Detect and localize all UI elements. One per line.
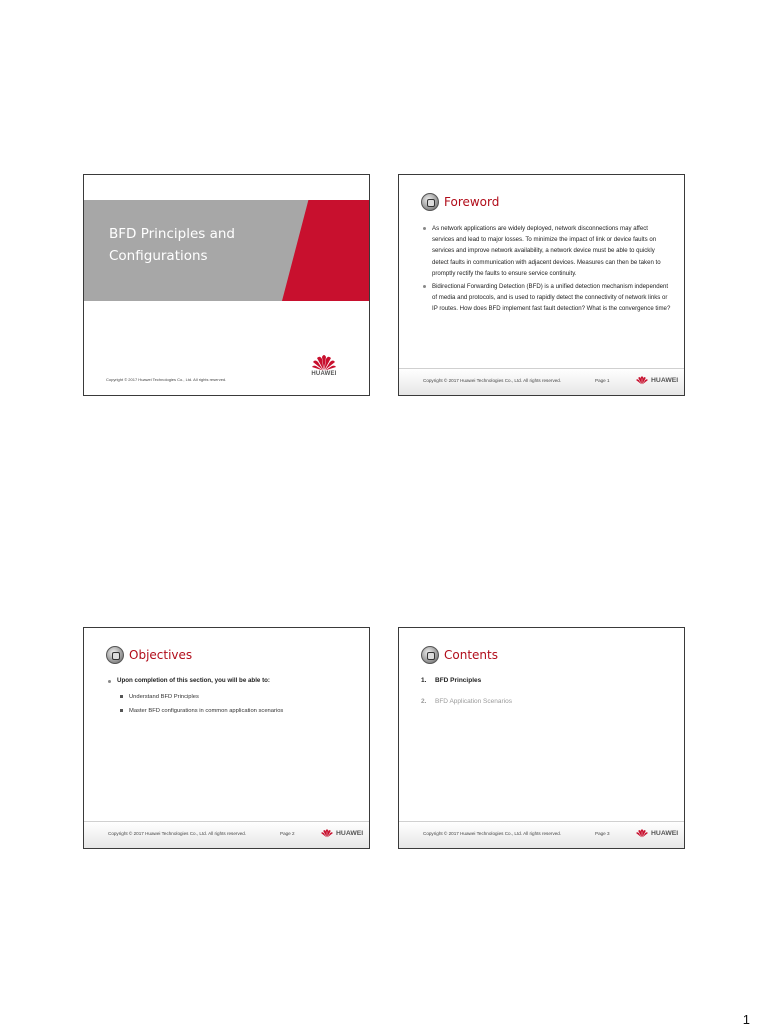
toc-text: BFD Application Scenarios <box>435 698 512 705</box>
sub-bullet-text: Understand BFD Principles <box>129 694 199 700</box>
bullet-text: Bidirectional Forwarding Detection (BFD) is a unified detection mechanism independent of media and protocols, and is used to rapidly detect the connectivity of network links or IP routes. How does BFD implement fast fault detection? What is the convergence time? <box>432 283 671 313</box>
toc-number: 2. <box>421 698 427 705</box>
copyright-text: Copyright © 2017 Huawei Technologies Co., Ltd. All rights reserved. <box>423 831 562 836</box>
huawei-flower-icon <box>635 828 649 838</box>
sub-bullet-text: Master BFD configurations in common application scenarios <box>129 708 284 714</box>
sub-bullet-item <box>120 692 356 702</box>
huawei-flower-icon <box>311 353 337 371</box>
page-number: Page 2 <box>280 831 295 836</box>
copyright-text: Copyright © 2017 Huawei Technologies Co., Ltd. All rights reserved. <box>423 378 562 383</box>
contents-icon <box>421 646 439 664</box>
bullet-text: As network applications are widely deployed, network disconnections may affect services and lead to major losses. To minimize the impact of link or device faults on services and improve network availability, a network device must be able to quickly detect faults in communication with adjacent devices. Measures can then be taken to promptly rectify the faults to ensure service continuity. <box>432 225 661 277</box>
huawei-flower-icon <box>635 375 649 385</box>
slide-footer <box>399 821 684 848</box>
logo-wordmark: HUAWEI <box>651 376 679 384</box>
slide-body <box>106 676 356 720</box>
slide-title: Objectives <box>129 648 193 662</box>
slide-title: Contents <box>444 648 498 662</box>
copyright-text: Copyright © 2017 Huawei Technologies Co., Ltd. All rights reserved. <box>106 377 227 382</box>
bullet-icon <box>108 680 111 683</box>
slide-header <box>106 644 192 666</box>
slide-body <box>421 676 671 718</box>
logo-wordmark: HUAWEI <box>651 829 679 837</box>
logo-wordmark: HUAWEI <box>336 829 364 837</box>
toc-number: 1. <box>421 677 427 684</box>
bullet-item <box>421 281 671 315</box>
document-icon <box>421 193 439 211</box>
square-bullet-icon <box>120 709 123 712</box>
huawei-logo <box>635 375 678 385</box>
huawei-logo <box>306 353 342 377</box>
toc-text: BFD Principles <box>435 677 482 684</box>
slide-objectives <box>83 627 370 849</box>
website-url: www.huawei.com <box>313 309 344 314</box>
slide-contents <box>398 627 685 849</box>
huawei-flower-icon <box>320 828 334 838</box>
presentation-title: BFD Principles and Configurations <box>109 226 235 264</box>
huawei-logo <box>635 828 678 838</box>
target-icon <box>106 646 124 664</box>
bullet-icon <box>423 227 426 230</box>
slide-title: Foreword <box>444 195 500 209</box>
page-number: Page 1 <box>595 378 610 383</box>
sub-bullet-item <box>120 706 356 716</box>
slide-foreword <box>398 174 685 396</box>
toc-item <box>421 676 671 686</box>
slide-header <box>421 644 498 666</box>
huawei-logo <box>320 828 363 838</box>
logo-wordmark: HUAWEI <box>311 371 337 377</box>
bullet-item <box>421 223 671 279</box>
bullet-icon <box>423 285 426 288</box>
slide-body <box>421 223 671 317</box>
bullet-item <box>106 676 356 686</box>
square-bullet-icon <box>120 695 123 698</box>
copyright-text: Copyright © 2017 Huawei Technologies Co., Ltd. All rights reserved. <box>108 831 247 836</box>
title-slide <box>83 174 370 396</box>
page-number: Page 3 <box>595 831 610 836</box>
objectives-lead: Upon completion of this section, you will be able to: <box>117 677 270 684</box>
slide-footer <box>399 368 684 395</box>
slide-header <box>421 191 499 213</box>
sheet-page-number: 1 <box>742 1012 750 1027</box>
slide-footer <box>84 821 369 848</box>
toc-item <box>421 697 671 707</box>
